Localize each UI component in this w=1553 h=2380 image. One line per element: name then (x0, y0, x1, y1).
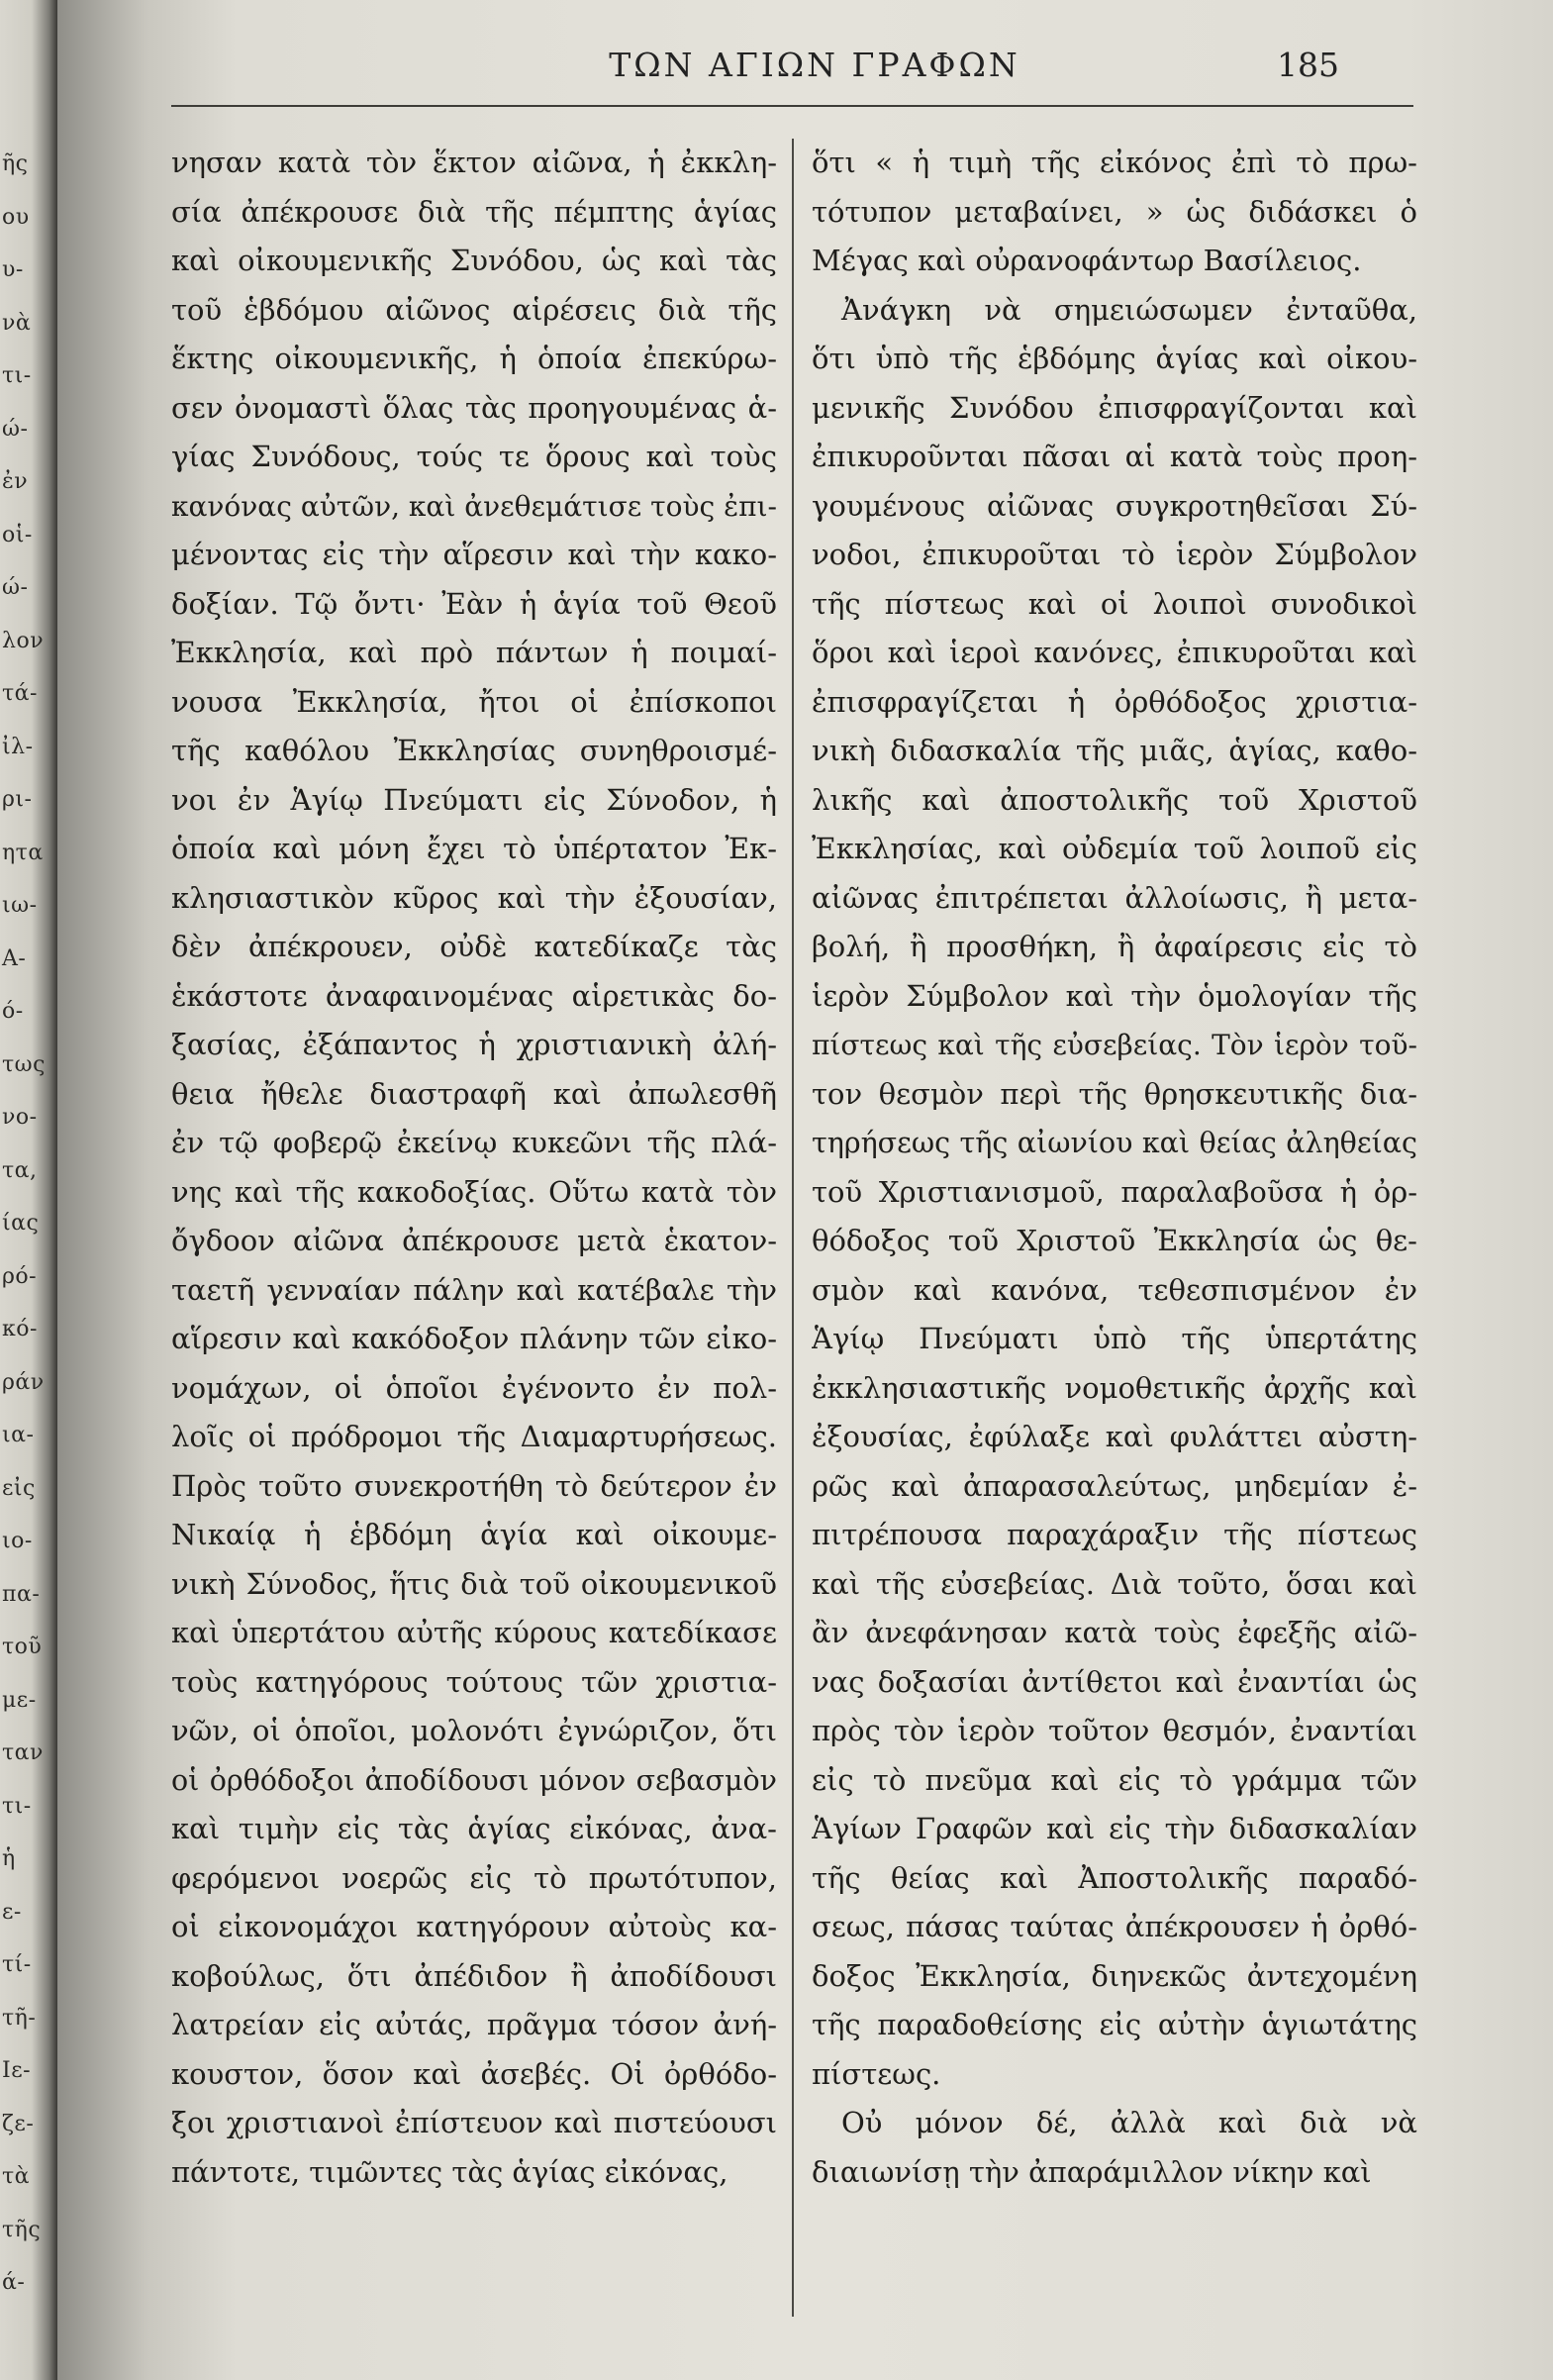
margin-fragment: ιο- (2, 1529, 33, 1553)
text-line: νης καὶ τῆς κακοδοξίας. Οὕτω κατὰ τὸν (171, 1174, 777, 1209)
text-line: πίστεως καὶ τῆς εὐσεβείας. Τὸν ἱερὸν τοῦ- (812, 1029, 1417, 1061)
margin-fragment: ἡ (2, 1846, 16, 1871)
text-line: Νικαίᾳ ἡ ἑβδόμη ἁγία καὶ οἰκουμε- (171, 1518, 777, 1551)
text-line: κανόνας αὐτῶν, καὶ ἀνεθεμάτισε τοὺς ἐπι- (171, 489, 777, 523)
text-line: τότυπον μεταβαίνει, » ὡς διδάσκει ὁ (812, 194, 1417, 229)
margin-fragment: με- (2, 1687, 37, 1713)
text-line: καὶ τῆς εὐσεβείας. Διὰ τοῦτο, ὅσαι καὶ (812, 1566, 1417, 1601)
margin-fragment: τως (2, 1051, 46, 1077)
text-line: νοι ἐν Ἁγίῳ Πνεύματι εἰς Σύνοδον, ἡ (171, 782, 777, 817)
margin-fragment: λον (2, 628, 45, 653)
text-line: Ἁγίων Γραφῶν καὶ εἰς τὴν διδασκαλίαν (812, 1812, 1417, 1845)
text-line: ἐξουσίας, ἐφύλαξε καὶ φυλάττει αὐστη- (812, 1420, 1417, 1453)
text-line: τοῦ Χριστιανισμοῦ, παραλαβοῦσα ἡ ὀρ- (812, 1174, 1417, 1209)
text-line: ὄγδοον αἰῶνα ἀπέκρουσε μετὰ ἑκατον- (171, 1224, 777, 1257)
margin-fragment: εἰς (2, 1475, 36, 1501)
text-line: τῆς καθόλου Ἐκκλησίας συνηθροισμέ- (171, 734, 777, 767)
margin-fragment: ιω- (2, 893, 38, 918)
text-line: νας δοξασίαι ἀντίθετοι καὶ ἐναντίαι ὡς (812, 1664, 1417, 1699)
margin-fragment: ό- (2, 999, 24, 1024)
text-line: γουμένους αἰῶνας συγκροτηθεῖσαι Σύ- (812, 488, 1417, 523)
margin-fragment: ῆς (2, 151, 29, 176)
margin-fragment: ζε- (2, 2111, 35, 2136)
text-line: ἱερὸν Σύμβολον καὶ τὴν ὁμολογίαν τῆς (812, 978, 1417, 1013)
text-line: ἕκτης οἰκουμενικῆς, ἡ ὁποία ἐπεκύρω- (171, 342, 777, 375)
text-line: ξοι χριστιανοὶ ἐπίστευον καὶ πιστεύουσι (171, 2106, 777, 2139)
text-line: πάντοτε, τιμῶντες τὰς ἁγίας εἰκόνας, (171, 2154, 728, 2189)
book-page (57, 0, 1553, 2380)
text-line: πίστεως. (812, 2056, 941, 2091)
text-line: ἐπικυροῦνται πᾶσαι αἱ κατὰ τοὺς προη- (812, 440, 1417, 473)
text-line: λατρείαν εἰς αὐτάς, πρᾶγμα τόσον ἀνή- (171, 2008, 777, 2041)
margin-fragment: τῆς (2, 2217, 42, 2242)
header-rule (171, 105, 1413, 107)
text-line: οἱ εἰκονομάχοι κατηγόρουν αὐτοὺς κα- (171, 1910, 777, 1943)
text-line: ταετῆ γενναίαν πάλην καὶ κατέβαλε τὴν (171, 1272, 777, 1307)
text-line: λικῆς καὶ ἀποστολικῆς τοῦ Χριστοῦ (812, 782, 1417, 817)
text-line: τῆς πίστεως καὶ οἱ λοιποὶ συνοδικοὶ (812, 586, 1417, 621)
text-line: Οὐ μόνον δέ, ἀλλὰ καὶ διὰ νὰ (841, 2106, 1417, 2139)
text-line: οἱ ὀρθόδοξοι ἀποδίδουσι μόνον σεβασμὸν (171, 1763, 777, 1797)
text-line: εἰς τὸ πνεῦμα καὶ εἰς τὸ γράμμα τῶν (812, 1762, 1417, 1797)
text-line: νικὴ διδασκαλία τῆς μιᾶς, ἁγίας, καθο- (812, 734, 1417, 767)
text-line: Ἐκκλησίας, καὶ οὐδεμία τοῦ λοιποῦ εἰς (812, 832, 1417, 865)
text-line: αἵρεσιν καὶ κακόδοξον πλάνην τῶν εἰκο- (171, 1322, 777, 1355)
text-line: ἐκκλησιαστικῆς νομοθετικῆς ἀρχῆς καὶ (812, 1370, 1417, 1405)
margin-fragment: ου (2, 204, 30, 230)
margin-fragment: πα- (2, 1581, 41, 1607)
text-line: νησαν κατὰ τὸν ἕκτον αἰῶνα, ἡ ἐκκλη- (171, 146, 777, 179)
text-line: σία ἀπέκρουσε διὰ τῆς πέμπτης ἁγίας (171, 194, 777, 229)
margin-fragment: ά- (2, 2270, 26, 2295)
text-line: νικὴ Σύνοδος, ἥτις διὰ τοῦ οἰκουμενικοῦ (171, 1566, 777, 1601)
text-line: νουσα Ἐκκλησία, ἤτοι οἱ ἐπίσκοποι (171, 684, 777, 719)
page-number: 185 (1277, 46, 1339, 84)
text-line: ὅροι καὶ ἱεροὶ κανόνες, ἐπικυροῦται καὶ (812, 636, 1417, 669)
text-line: ὅτι ὑπὸ τῆς ἑβδόμης ἁγίας καὶ οἰκου- (812, 342, 1417, 375)
text-line: ἂν ἀνεφάνησαν κατὰ τοὺς ἐφεξῆς αἰῶ- (812, 1616, 1417, 1649)
text-line: ὅτι « ἡ τιμὴ τῆς εἰκόνος ἐπὶ τὸ πρω- (812, 146, 1417, 179)
text-line: τον θεσμὸν περὶ τῆς θρησκευτικῆς δια- (812, 1076, 1417, 1111)
text-line: ρῶς καὶ ἀπαρασαλεύτως, μηδεμίαν ἐ- (812, 1468, 1417, 1503)
margin-fragment: ἐν (2, 469, 29, 494)
text-line: Ἀνάγκη νὰ σημειώσωμεν ἐνταῦθα, (841, 292, 1417, 327)
margin-fragment: οἱ- (2, 522, 33, 547)
margin-fragment: ώ- (2, 575, 29, 600)
margin-fragment: τί- (2, 1952, 32, 1977)
text-line: ξασίας, ἐξάπαντος ἡ χριστιανικὴ ἀλή- (171, 1028, 777, 1061)
margin-fragment: τα, (2, 1157, 38, 1183)
margin-fragment: ια- (2, 1423, 35, 1447)
text-line: σμὸν καὶ κανόνα, τεθεσπισμένον ἐν (812, 1272, 1417, 1307)
text-line: πρὸς τὸν ἱερὸν τοῦτον θεσμόν, ἐναντίαι (812, 1714, 1417, 1747)
text-line: διαιωνίσῃ τὴν ἀπαράμιλλον νίκην καὶ (812, 2154, 1372, 2189)
text-line: Πρὸς τοῦτο συνεκροτήθη τὸ δεύτερον ἐν (171, 1468, 777, 1503)
right-column (812, 139, 1417, 2366)
text-line: μένοντας εἰς τὴν αἵρεσιν καὶ τὴν κακο- (171, 538, 777, 571)
text-line: Ἐκκλησία, καὶ πρὸ πάντων ἡ ποιμαί- (171, 636, 777, 669)
margin-fragment: ίας (2, 1211, 40, 1236)
left-column (171, 139, 777, 2366)
text-line: θεια ἤθελε διαστραφῆ καὶ ἀπωλεσθῆ (171, 1076, 777, 1111)
margin-fragment: ἰλ- (2, 734, 34, 759)
text-line: ἐπισφραγίζεται ἡ ὀρθόδοξος χριστια- (812, 684, 1417, 719)
text-line: αἰῶνας ἐπιτρέπεται ἀλλοίωσις, ἢ μετα- (812, 880, 1417, 915)
text-line: νοδοι, ἐπικυροῦται τὸ ἱερὸν Σύμβολον (812, 538, 1417, 571)
margin-fragment: Α- (2, 945, 27, 971)
margin-fragment: νὰ (2, 310, 32, 336)
text-line: πιτρέπουσα παραχάραξιν τῆς πίστεως (812, 1518, 1417, 1551)
text-line: κλησιαστικὸν κῦρος καὶ τὴν ἐξουσίαν, (171, 880, 777, 915)
adjacent-page-margin (0, 0, 57, 2380)
text-line: σεως, πάσας ταύτας ἀπέκρουσεν ἡ ὀρθό- (812, 1910, 1417, 1943)
text-line: ἐν τῷ φοβερῷ ἐκείνῳ κυκεῶνι τῆς πλά- (171, 1126, 777, 1159)
margin-fragment: τι- (2, 1793, 32, 1819)
margin-fragment: ταν (2, 1740, 44, 1765)
text-line: δοξίαν. Τῷ ὄντι· Ἐὰν ἡ ἁγία τοῦ Θεοῦ (171, 586, 777, 621)
margin-fragment: νο- (2, 1105, 38, 1130)
margin-fragment: τῆ- (2, 2005, 37, 2031)
text-line: ἑκάστοτε ἀναφαινομένας αἱρετικὰς δο- (171, 978, 777, 1013)
margin-fragment: τοῦ (2, 1635, 43, 1659)
text-line: βολή, ἢ προσθήκη, ἢ ἀφαίρεσις εἰς τὸ (812, 930, 1417, 963)
text-line: νῶν, οἱ ὁποῖοι, μολονότι ἐγνώριζον, ὅτι (171, 1714, 777, 1747)
text-line: τῆς θείας καὶ Ἀποστολικῆς παραδό- (812, 1860, 1417, 1895)
margin-fragment: υ- (2, 257, 24, 282)
text-line: ὁποία καὶ μόνη ἔχει τὸ ὑπέρτατον Ἐκ- (171, 832, 777, 865)
text-line: μενικῆς Συνόδου ἐπισφραγίζονται καὶ (812, 390, 1417, 425)
text-line: σεν ὀνομαστὶ ὅλας τὰς προηγουμένας ἁ- (171, 390, 777, 425)
margin-fragment: τὰ (2, 2164, 31, 2189)
text-line: τοὺς κατηγόρους τούτους τῶν χριστια- (171, 1664, 777, 1699)
text-line: κοβούλως, ὅτι ἀπέδιδον ἢ ἀποδίδουσι (171, 1958, 777, 1993)
margin-fragment: ε- (2, 1899, 22, 1925)
text-line: τῆς παραδοθείσης εἰς αὐτὴν ἁγιωτάτης (812, 2008, 1417, 2041)
margin-fragment: ώ- (2, 416, 29, 442)
text-line: λοῖς οἱ πρόδρομοι τῆς Διαμαρτυρήσεως. (171, 1420, 777, 1453)
margin-fragment: τι- (2, 363, 32, 388)
text-line: νομάχων, οἱ ὁποῖοι ἐγένοντο ἐν πολ- (171, 1370, 777, 1405)
text-line: κουστον, ὅσον καὶ ἀσεβές. Οἱ ὀρθόδο- (171, 2056, 777, 2091)
text-line: φερόμενοι νοερῶς εἰς τὸ πρωτότυπον, (171, 1860, 777, 1895)
margin-fragment: ράν (2, 1369, 45, 1395)
text-line: δὲν ἀπέκρουεν, οὐδὲ κατεδίκαζε τὰς (171, 930, 777, 963)
text-line: καὶ ὑπερτάτου αὐτῆς κύρους κατεδίκασε (171, 1616, 777, 1649)
text-line: θόδοξος τοῦ Χριστοῦ Ἐκκλησία ὡς θε- (812, 1224, 1417, 1257)
text-line: δοξος Ἐκκλησία, διηνεκῶς ἀντεχομένη (812, 1958, 1417, 1993)
margin-fragment: ητα (2, 840, 44, 865)
text-line: καὶ οἰκουμενικῆς Συνόδου, ὡς καὶ τὰς (171, 244, 777, 277)
text-line: τοῦ ἑβδόμου αἰῶνος αἱρέσεις διὰ τῆς (171, 292, 777, 327)
margin-fragment: ρό- (2, 1263, 38, 1289)
margin-fragment: Ιε- (2, 2058, 32, 2083)
running-head: ΤΩΝ ΑΓΙΩΝ ΓΡΑΦΩΝ (609, 46, 1020, 84)
text-line: γίας Συνόδους, τούς τε ὅρους καὶ τοὺς (171, 440, 777, 473)
margin-fragment: τά- (2, 681, 38, 706)
margin-fragment: ρι- (2, 787, 33, 812)
text-line: Ἁγίῳ Πνεύματι ὑπὸ τῆς ὑπερτάτης (812, 1322, 1417, 1355)
text-line: καὶ τιμὴν εἰς τὰς ἁγίας εἰκόνας, ἀνα- (171, 1812, 777, 1845)
text-line: τηρήσεως τῆς αἰωνίου καὶ θείας ἀληθείας (812, 1127, 1417, 1159)
column-divider (792, 139, 794, 2317)
margin-fragment: κό- (2, 1317, 38, 1341)
text-line: Μέγας καὶ οὐρανοφάντωρ Βασίλειος. (812, 244, 1362, 277)
